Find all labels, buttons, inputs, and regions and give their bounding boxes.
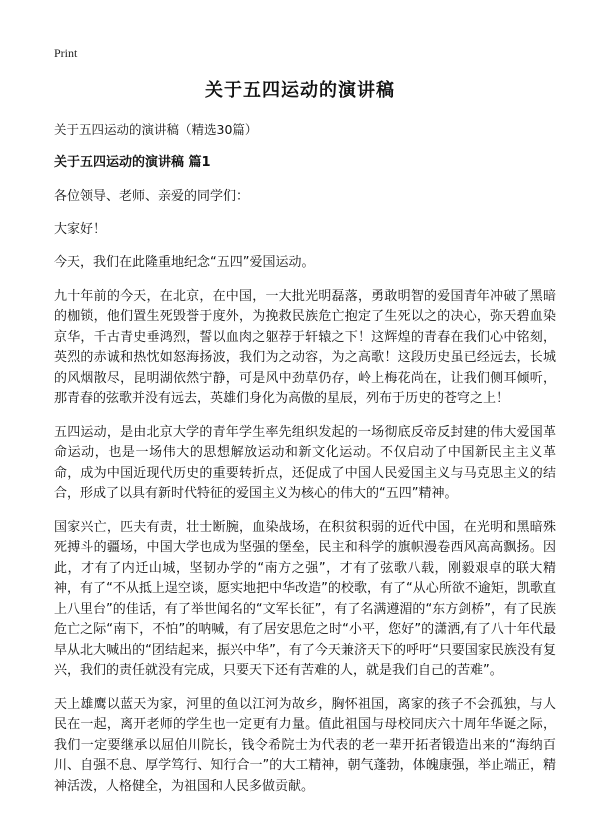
paragraph: 天上雄鹰以蓝天为家，河里的鱼以江河为故乡，胸怀祖国，离家的孩子不会孤独，与人民在一起，离开老师的学生也一定更有力量。值此祖国与母校同庆六十周年华诞之际，我们一定要继承以屈伯川院长，钱令希院士为代表的老一辈开拓者锻造出来的“海纳百川、自强不息、厚学笃行、知行合一”的大工精神，朝气蓬勃，体魄康强，举止端正，精神活泼，人格健全，为祖国和人民多做贡献。	[54, 696, 556, 794]
salutation: 大家好！	[54, 222, 107, 237]
document-subtitle: 关于五四运动的演讲稿（精选30篇）	[54, 122, 258, 137]
greeting: 各位领导、老师、亲爱的同学们：	[54, 189, 250, 204]
paragraph: 五四运动，是由北京大学的青年学生率先组织发起的一场彻底反帝反封建的伟大爱国革命运动，也是一场伟大的思想解放运动和新文化运动。不仅启动了中国新民主主义革命，成为中国近现代历史的重要转折点，还促成了中国人民爱国主义与马克思主义的结合，形成了以具有新时代特征的爱国主义为核心的伟大的“五四”精神。	[54, 424, 556, 501]
print-link[interactable]: Print	[54, 46, 78, 60]
paragraph: 九十年前的今天，在北京，在中国，一大批光明磊落，勇敢明智的爱国青年冲破了黑暗的枷锁，他们置生死毁誉于度外，为挽救民族危亡抱定了生死以之的决心，弥天碧血染京华，千古青史垂鸿烈，誓以血肉之躯荐于轩辕之下！这辉煌的青春在我们心中铭刻，英烈的赤诚和热忱如怒海扬波，我们为之动容，为之高歌！这段历史虽已经远去，长城的风烟散尽，昆明湖依然宁静，可是风中劲草仍存，岭上梅花尚在，让我们侧耳倾听，那青春的弦歌并没有远去，英雄们身化为高傲的星辰，列布于历史的苍穹之上！	[54, 288, 556, 406]
paragraph: 国家兴亡，匹夫有责，壮士断腕，血染战场，在积贫积弱的近代中国，在光明和黑暗殊死搏斗的疆场，中国大学也成为坚强的堡垒，民主和科学的旗帜漫卷西风高高飘扬。因此，才有了内迁山城，坚韧办学的“南方之强”，才有了弦歌八载，刚毅艰卓的联大精神，有了“不从抵上逞空谈，愿实地把中华改造”的校歌，有了“从心所欲不逾矩，凯歌直上八里台”的佳话，有了举世闻名的“文军长征”，有了名满遵湄的“东方剑桥”，有了民族危亡之际“南下，不怕”的呐喊，有了居安思危之时“小平，您好”的潇洒,有了八十年代最早从北大喊出的“团结起来，振兴中华”，有了今天兼济天下的呼吁“只要国家民族没有复兴，我们的责任就没有完成，只要天下还有苦难的人，就是我们自己的苦难”。	[54, 519, 556, 678]
document-body	[54, 120, 556, 810]
paragraph: 今天，我们在此隆重地纪念“五四”爱国运动。	[54, 255, 315, 270]
section-heading: 关于五四运动的演讲稿 篇1	[54, 155, 211, 170]
page-title: 关于五四运动的演讲稿	[205, 80, 395, 101]
